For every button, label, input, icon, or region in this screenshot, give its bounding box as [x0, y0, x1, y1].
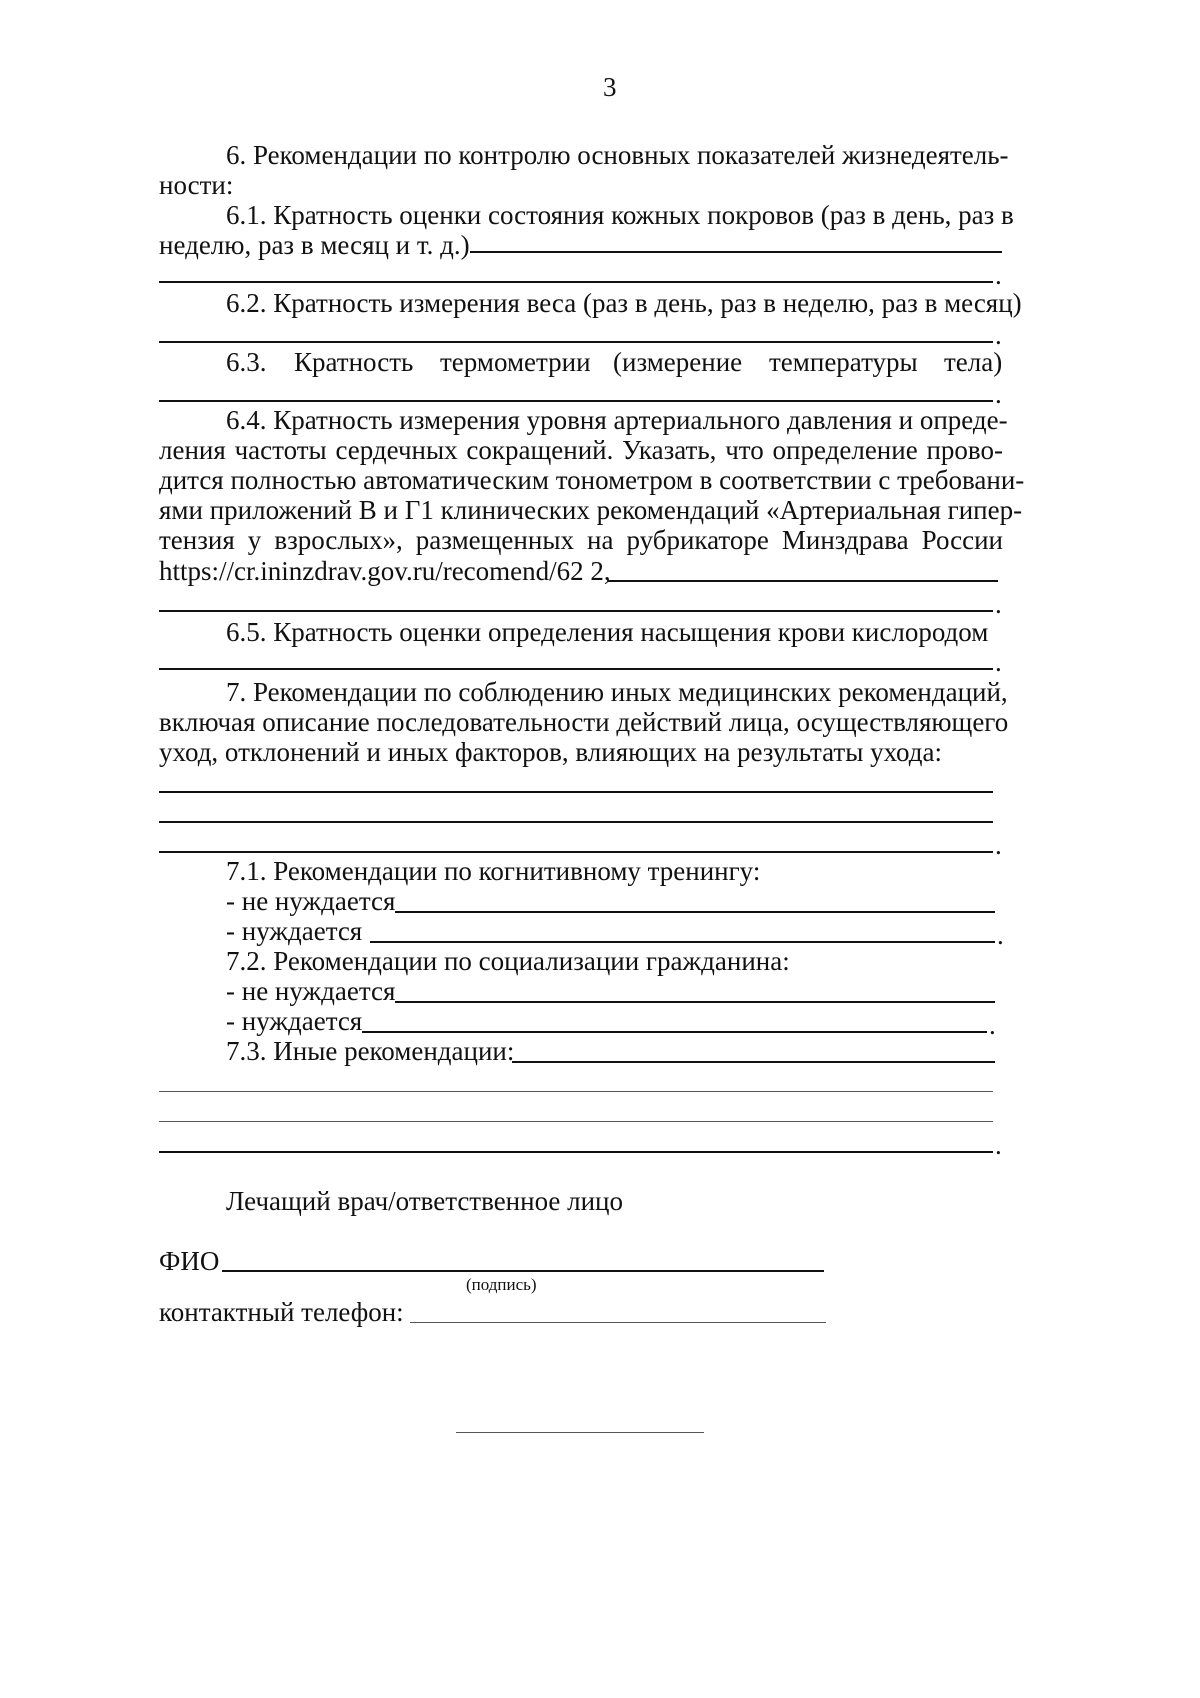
item-7-1-period: .: [997, 920, 1004, 950]
section7-heading-line2: включая описание последовательности действий лица, осуществляющего: [159, 707, 1009, 737]
item-7-1-title: 7.1. Рекомендации по когнитивному тренингу:: [226, 856, 761, 886]
signature-role: Лечащий врач/ответственное лицо: [226, 1186, 624, 1216]
item-6-3-word-3: термометрии: [440, 347, 591, 377]
item-7-2-needed-fill-line[interactable]: [362, 1031, 987, 1033]
section6-heading-line1: 6. Рекомендации по контролю основных показателей жизнедеятель-: [226, 140, 1009, 170]
item-6-1-period: .: [995, 260, 1002, 290]
item-6-3-word-6: тела): [944, 347, 1003, 377]
section7-heading-line1: 7. Рекомендации по соблюдению иных медицинских рекомендаций,: [226, 677, 1008, 707]
item-7-1-option-needed: - нуждается: [226, 916, 363, 946]
item-6-3-word-5: температуры: [769, 347, 918, 377]
item-6-3-word-4: (измерение: [613, 347, 743, 377]
item-6-4-line3: дится полностью автоматическим тонометром в соответствии с требовани-: [159, 465, 1025, 495]
item-7-3-fill-line-2[interactable]: [159, 1091, 993, 1092]
item-6-4-line2: ления частоты сердечных сокращений. Указать, что определение прово-: [159, 435, 1003, 465]
item-6-4-line1: 6.4. Кратность измерения уровня артериального давления и опреде-: [226, 405, 1008, 435]
item-6-3-word-1: 6.3.: [226, 347, 267, 377]
section7-period: .: [995, 830, 1002, 860]
phone-fill-line[interactable]: [410, 1322, 826, 1323]
item-6-4-line4: ями приложений В и Г1 клинических рекомендаций «Артериальная гипер-: [159, 495, 1023, 525]
section7-heading-line3: уход, отклонений и иных факторов, влияющих на результаты ухода:: [159, 737, 942, 767]
item-6-3-period: .: [995, 379, 1002, 409]
item-6-5: 6.5. Кратность оценки определения насыщения крови кислородом: [226, 617, 989, 647]
item-6-4-link: https://cr.ininzdrav.gov.ru/recomend/62 2,: [159, 556, 611, 586]
section6-heading-line2: ности:: [159, 170, 234, 200]
section7-fill-line-1[interactable]: [159, 791, 993, 793]
item-6-2-period: .: [995, 320, 1002, 350]
item-7-2-option-not-needed: - не нуждается: [226, 976, 396, 1006]
item-6-2-fill-line[interactable]: [159, 341, 993, 343]
item-6-3-word-2: Кратность: [294, 347, 414, 377]
item-7-2-option-needed: - нуждается: [226, 1006, 363, 1036]
item-7-3-fill-line-1[interactable]: [512, 1061, 995, 1063]
item-7-3-fill-line-4[interactable]: [159, 1151, 993, 1153]
item-6-4-fill-line-2[interactable]: [159, 610, 993, 612]
item-6-1-fill-line-2[interactable]: [159, 281, 993, 283]
item-6-4-period: .: [995, 589, 1002, 619]
item-6-1-fill-line-1[interactable]: [470, 251, 1002, 253]
signature-caption: (подпись): [466, 1275, 537, 1294]
section7-fill-line-2[interactable]: [159, 821, 993, 823]
item-6-5-fill-line[interactable]: [159, 668, 993, 670]
item-6-4-fill-line-1[interactable]: [608, 580, 998, 582]
page-number: 3: [603, 72, 617, 102]
phone-label: контактный телефон:: [159, 1297, 404, 1327]
item-6-4-line5: тензия у взрослых», размещенных на рубрикаторе Минздрава России: [159, 525, 1003, 555]
item-6-3-fill-line[interactable]: [159, 400, 993, 402]
item-7-1-not-needed-fill-line[interactable]: [395, 911, 995, 913]
closing-separator: [456, 1432, 704, 1433]
item-7-2-title: 7.2. Рекомендации по социализации гражданина:: [226, 946, 790, 976]
item-7-3-fill-line-3[interactable]: [159, 1121, 993, 1122]
item-6-1-line2: неделю, раз в месяц и т. д.): [159, 230, 470, 260]
item-7-3-title: 7.3. Иные рекомендации:: [226, 1036, 515, 1066]
item-6-5-period: .: [995, 647, 1002, 677]
item-7-1-option-not-needed: - не нуждается: [226, 886, 396, 916]
item-6-1-line1: 6.1. Кратность оценки состояния кожных покровов (раз в день, раз в: [226, 200, 1014, 230]
fio-label: ФИО: [159, 1246, 220, 1276]
fio-signature-line[interactable]: [222, 1270, 824, 1272]
item-7-2-not-needed-fill-line[interactable]: [395, 1001, 995, 1003]
section7-fill-line-3[interactable]: [159, 851, 993, 853]
item-7-2-period: .: [989, 1010, 996, 1040]
item-6-2: 6.2. Кратность измерения веса (раз в день, раз в неделю, раз в месяц): [226, 288, 1022, 318]
item-7-1-needed-fill-line[interactable]: [370, 941, 995, 943]
item-7-3-period: .: [995, 1130, 1002, 1160]
